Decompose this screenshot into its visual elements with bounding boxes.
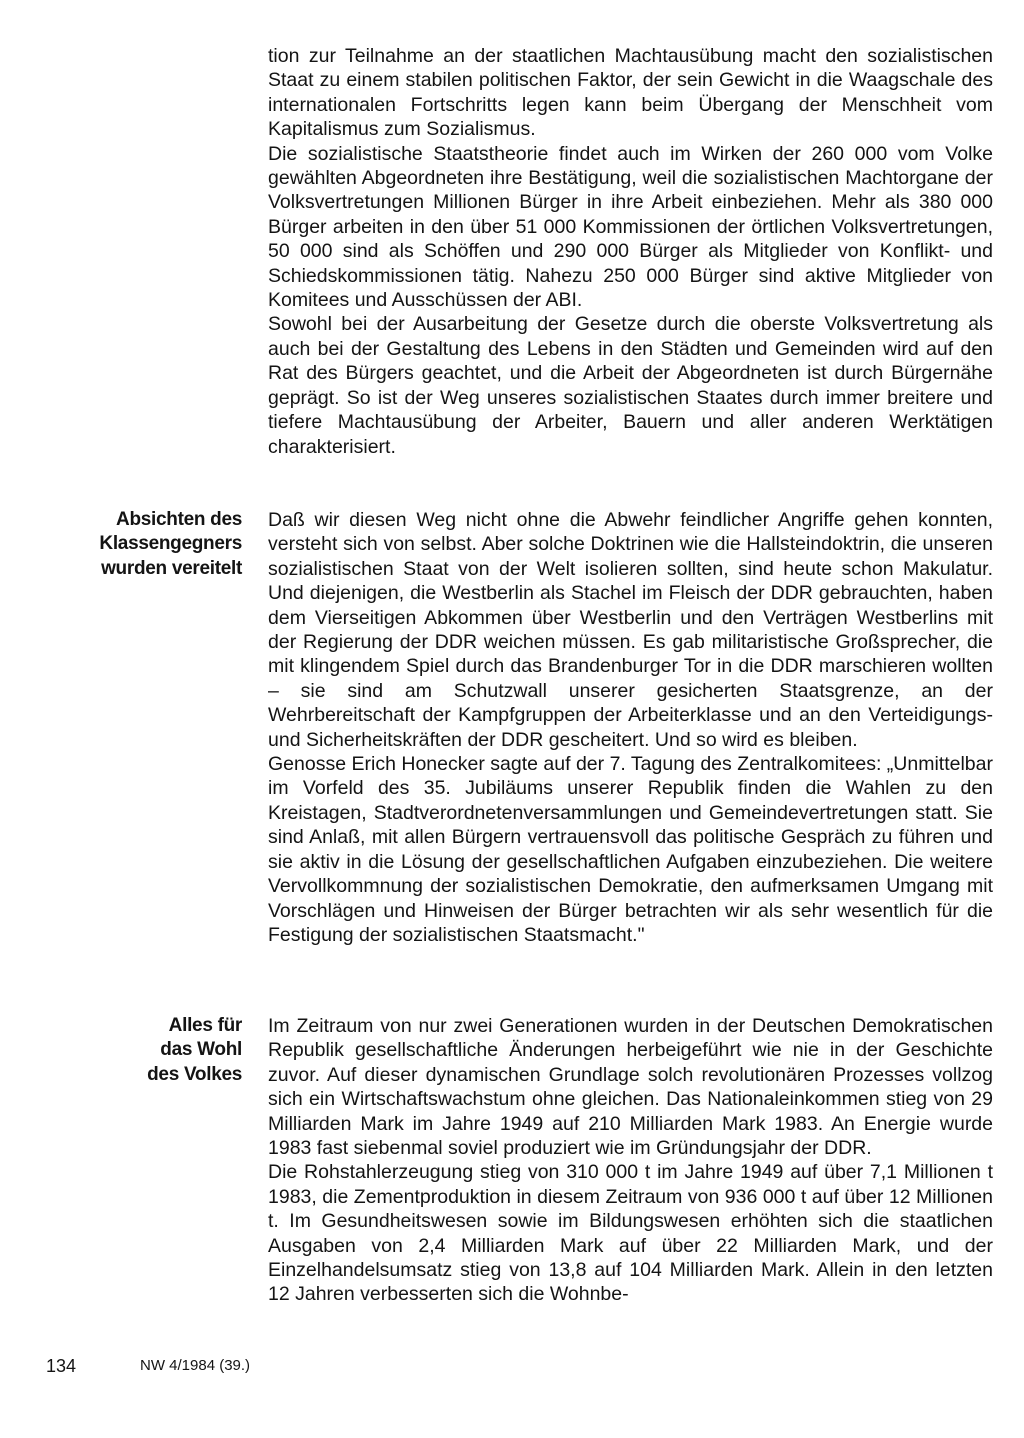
paragraph: Daß wir diesen Weg nicht ohne die Abwehr feindlicher Angriffe gehen konnten, versteht sich von selbst. Aber solche Doktrinen wie die Hallsteindoktrin, die unseren sozialistischen Staat von der Welt isolieren sollten, sind heute schon Makulatur. Und diejenigen, die Westberlin als Stachel im Fleisch der DDR gebrauchten, haben dem Vierseitigen Abkommen über Westberlin und den Verträgen Westberlins mit der Regierung der DDR weichen müssen. Es gab militaristische Großsprecher, die mit klingendem Spiel durch das Brandenburger Tor in die DDR marschieren wollten – sie sind am Schutzwall unserer gesicherten Staatsgrenze, an der Wehrbereitschaft der Kampfgruppen der Arbeiterklasse und an den Verteidigungs- und Sicherheitskräften der DDR gescheitert. Und so wird es bleiben. [268,509,993,751]
section-staatstheorie [268,44,993,459]
sidenote-line: Alles für [168,1015,242,1036]
sidenote-klassengegner [60,508,242,581]
page-number: 134 [46,1356,77,1376]
paragraph: Die Rohstahlerzeugung stieg von 310 000 t im Jahre 1949 auf über 7,1 Millionen t 1983, die Zementproduktion in diesem Zeitraum von 936 000 t auf über 12 Millionen t. Im Gesundheitswesen sowie im Bildungswesen erhöhten sich die staatlichen Ausgaben von 2,4 Milliarden Mark auf über 22 Milliarden Mark, und der Einzelhandelsumsatz stieg von 13,8 auf 104 Milliarden Mark. Allein in den letzten 12 Jahren verbesserten sich die Wohnbe- [268,1161,993,1306]
sidenote-line: das Wohl [160,1039,242,1061]
issue-reference: NW 4/1984 (39.) [140,1357,251,1374]
sidenote-line: wurden vereitelt [101,557,242,579]
sidenote-line: Absichten des [116,509,242,530]
section-wohl-des-volkes [268,1014,993,1307]
sidenote-line: Klassengegners [99,533,242,555]
paragraph: Die sozialistische Staatstheorie findet auch im Wirken der 260 000 vom Volke gewählten Abgeordneten ihre Bestätigung, weil die sozialistischen Machtorgane der Volksvertretungen Millionen Bürger in ihre Arbeit einbeziehen. Mehr als 380 000 Bürger arbeiten in den über 51 000 Kommissionen der örtlichen Volksvertretungen, 50 000 sind als Schöffen und 290 000 Bürger als Mitglieder von Konflikt- und Schiedskommissionen tätig. Nahezu 250 000 Bürger sind aktive Mitglieder von Komitees und Ausschüssen der ABI. [268,142,993,312]
paragraph: Im Zeitraum von nur zwei Generationen wurden in der Deutschen Demokratischen Republik gesellschaftliche Änderungen herbeigeführt wie nie in der Geschichte zuvor. Auf dieser dynamischen Grundlage solch revolutionären Prozesses vollzog sich ein Wirtschaftswachstum ohne gleichen. Das Nationaleinkommen stieg von 29 Milliarden Mark im Jahre 1949 auf 210 Milliarden Mark 1983. An Energie wurde 1983 fast siebenmal soviel produziert wie im Gründungsjahr der DDR. [268,1015,993,1160]
paragraph: Genosse Erich Honecker sagte auf der 7. Tagung des Zentralkomitees: „Unmittelbar im Vorfeld des 35. Jubiläums unserer Republik finden die Wahlen zu den Kreistagen, Stadtverordnetenversammlungen und Gemeindevertretungen statt. Sie sind Anlaß, mit allen Bürgern vertrauensvoll das politische Gespräch zu führen und sie aktiv in die Lösung der gesellschaftlichen Aufgaben einzubeziehen. Die weitere Vervollkommnung der sozialistischen Demokratie, den aufmerksamen Umgang mit Vorschlägen und Hinweisen der Bürger betrachten wir als sehr wesentlich für die Festigung der sozialistischen Staatsmacht." [268,753,993,946]
paragraph: tion zur Teilnahme an der staatlichen Machtausübung macht den sozialistischen Staat zu einem stabilen politischen Faktor, der sein Gewicht in die Waagschale des internationalen Fortschritts legen kann beim Übergang der Menschheit vom Kapitalismus zum Sozialismus. [268,45,993,141]
sidenote-line: des Volkes [147,1063,242,1085]
sidenote-wohl-des-volkes [60,1014,242,1087]
paragraph: Sowohl bei der Ausarbeitung der Gesetze durch die oberste Volksvertretung als auch bei der Gestaltung des Lebens in den Städten und Gemeinden wird auf den Rat des Bürgers geachtet, und die Arbeit der Abgeordneten ist durch Bürgernähe geprägt. So ist der Weg unseres sozialistischen Staates durch immer breitere und tiefere Machtausübung der Arbeiter, Bauern und aller anderen Werktätigen charakterisiert. [268,313,993,458]
section-klassengegner [268,508,993,947]
